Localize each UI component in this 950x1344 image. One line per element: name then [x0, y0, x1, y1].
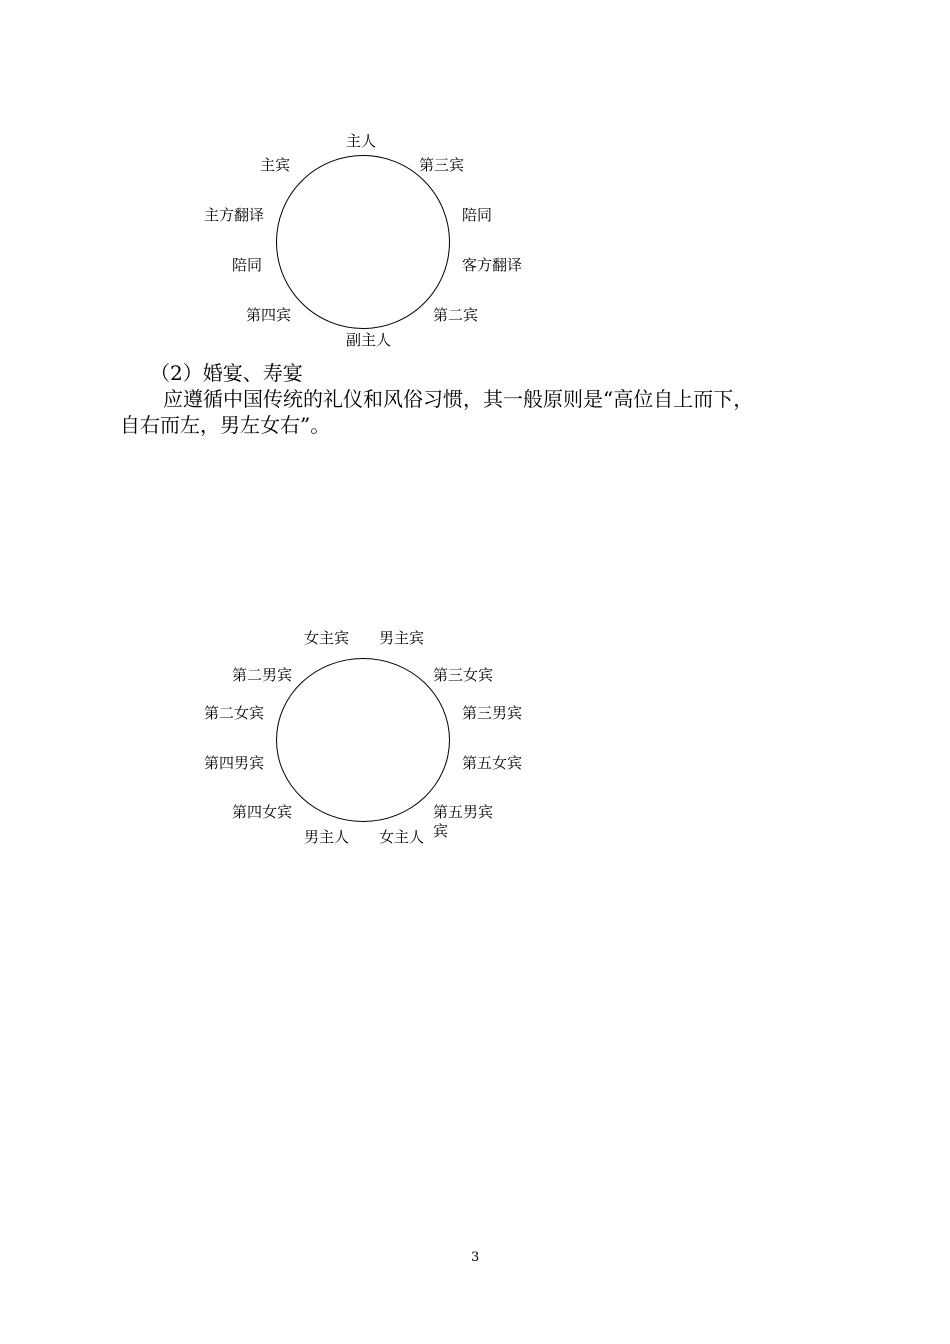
- seat-female-host: 女主人: [379, 828, 425, 846]
- paragraph-line-2: 自右而左，男左女右”。: [120, 413, 331, 437]
- seat-male-chief-guest: 男主宾: [379, 629, 425, 647]
- seat-chief-guest: 主宾: [260, 156, 291, 174]
- seat-fourth-female-guest: 第四女宾: [232, 803, 293, 821]
- seat-fifth-female-guest: 第五女宾: [462, 754, 523, 772]
- seat-third-guest: 第三宾: [419, 156, 465, 174]
- seat-third-female-guest: 第三女宾: [433, 666, 494, 684]
- seat-second-male-guest: 第二男宾: [232, 666, 293, 684]
- seat-third-male-guest: 第三男宾: [462, 704, 523, 722]
- table-circle: [276, 155, 450, 329]
- seat-escort-left: 陪同: [232, 256, 263, 274]
- seat-second-guest: 第二宾: [433, 306, 479, 324]
- paragraph-line-1: 应遵循中国传统的礼仪和风俗习惯，其一般原则是“高位自上而下，: [163, 387, 754, 411]
- seat-fourth-male-guest: 第四男宾: [204, 754, 265, 772]
- seat-deputy-host: 副主人: [346, 331, 392, 349]
- section-heading: （2）婚宴、寿宴: [150, 361, 303, 385]
- seat-host-interpreter: 主方翻译: [204, 206, 265, 224]
- seat-escort-right: 陪同: [462, 206, 493, 224]
- table-circle: [276, 658, 450, 822]
- seat-fifth-male-guest-overflow: 宾: [433, 822, 449, 840]
- seat-male-host: 男主人: [304, 828, 350, 846]
- seat-second-female-guest: 第二女宾: [204, 704, 265, 722]
- seat-fourth-guest: 第四宾: [246, 306, 292, 324]
- seat-female-chief-guest: 女主宾: [304, 629, 350, 647]
- seat-guest-interpreter: 客方翻译: [462, 256, 523, 274]
- seat-fifth-male-guest: 第五男宾: [433, 803, 494, 821]
- seat-host: 主人: [346, 132, 377, 150]
- page-number: 3: [471, 1250, 480, 1265]
